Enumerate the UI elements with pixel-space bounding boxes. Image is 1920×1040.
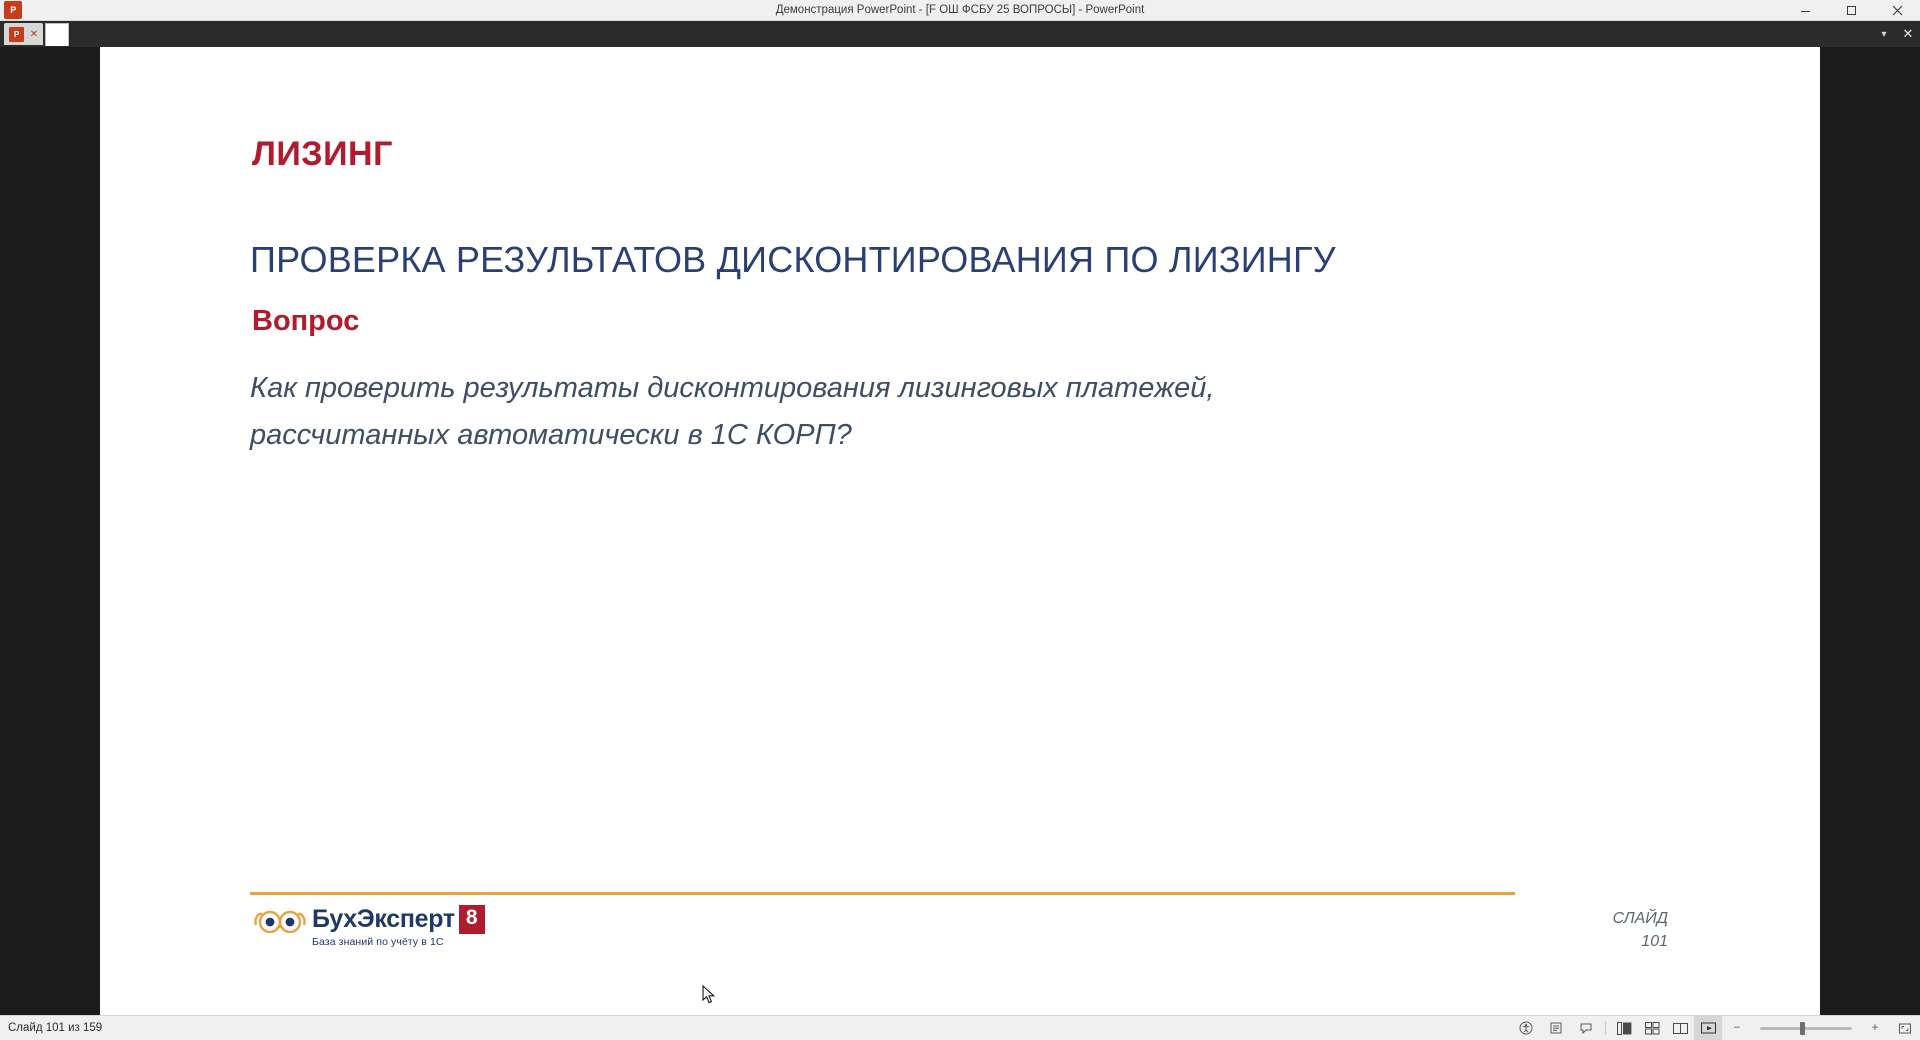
fit-slide-icon[interactable]: [1890, 1016, 1920, 1040]
slideshow-button[interactable]: [1694, 1016, 1722, 1040]
reading-view-button[interactable]: [1666, 1016, 1694, 1040]
new-tab-button[interactable]: [45, 23, 69, 46]
comments-icon[interactable]: [1571, 1016, 1601, 1040]
zoom-out-button[interactable]: −: [1733, 1022, 1741, 1034]
slide-number-value: 101: [1641, 933, 1668, 951]
minimize-button[interactable]: [1782, 0, 1828, 20]
logo-subtitle: База знаний по учёту в 1С: [312, 936, 444, 948]
slide-question: [250, 365, 1515, 459]
restore-button[interactable]: [1828, 0, 1874, 20]
zoom-slider-thumb[interactable]: [1800, 1022, 1805, 1035]
normal-view-button[interactable]: [1610, 1016, 1638, 1040]
slide-number-label: СЛАЙД: [1612, 910, 1668, 927]
tab-strip-close-icon[interactable]: ✕: [1902, 26, 1914, 41]
zoom-in-button[interactable]: +: [1871, 1022, 1879, 1034]
tab-strip: [0, 21, 1920, 47]
footer-divider: [250, 892, 1515, 895]
window-title: Демонстрация PowerPoint - [F ОШ ФСБУ 25 ВОПРОСЫ] - PowerPoint: [775, 4, 1145, 16]
owl-icon: [252, 905, 308, 941]
slide-status-text: Слайд 101 из 159: [8, 1022, 103, 1034]
slide-number-block: [1613, 907, 1668, 953]
status-bar: [0, 1015, 1920, 1040]
presentation-tab[interactable]: [4, 23, 43, 45]
slideshow-stage[interactable]: [0, 47, 1920, 1015]
notes-icon[interactable]: [1541, 1016, 1571, 1040]
tab-app-icon: P: [9, 27, 24, 42]
tab-strip-controls: [1872, 21, 1920, 47]
logo-title: БухЭксперт: [312, 905, 455, 933]
slide-canvas[interactable]: [100, 47, 1820, 1015]
slide-kicker: ЛИЗИНГ: [252, 135, 393, 173]
tab-close-icon[interactable]: ✕: [29, 28, 39, 40]
app-icon: P: [4, 1, 22, 19]
slide-title: ПРОВЕРКА РЕЗУЛЬТАТОВ ДИСКОНТИРОВАНИЯ ПО ЛИЗИНГУ: [250, 239, 1336, 280]
close-button[interactable]: [1874, 0, 1920, 20]
title-bar: [0, 0, 1920, 21]
status-bar-controls: [1511, 1016, 1920, 1040]
zoom-slider[interactable]: [1760, 1027, 1852, 1030]
chevron-down-icon[interactable]: ▾: [1881, 28, 1887, 40]
window-controls: [1782, 0, 1920, 20]
slide-subheading: Вопрос: [252, 305, 360, 337]
accessibility-icon[interactable]: [1511, 1016, 1541, 1040]
question-line-2: рассчитанных автоматически в 1С КОРП?: [250, 418, 852, 451]
slide-sorter-button[interactable]: [1638, 1016, 1666, 1040]
question-line-1: Как проверить результаты дисконтирования лизинговых платежей,: [250, 372, 1215, 404]
logo: [252, 905, 485, 948]
status-divider: [1605, 1021, 1606, 1035]
logo-badge: 8: [459, 905, 485, 933]
